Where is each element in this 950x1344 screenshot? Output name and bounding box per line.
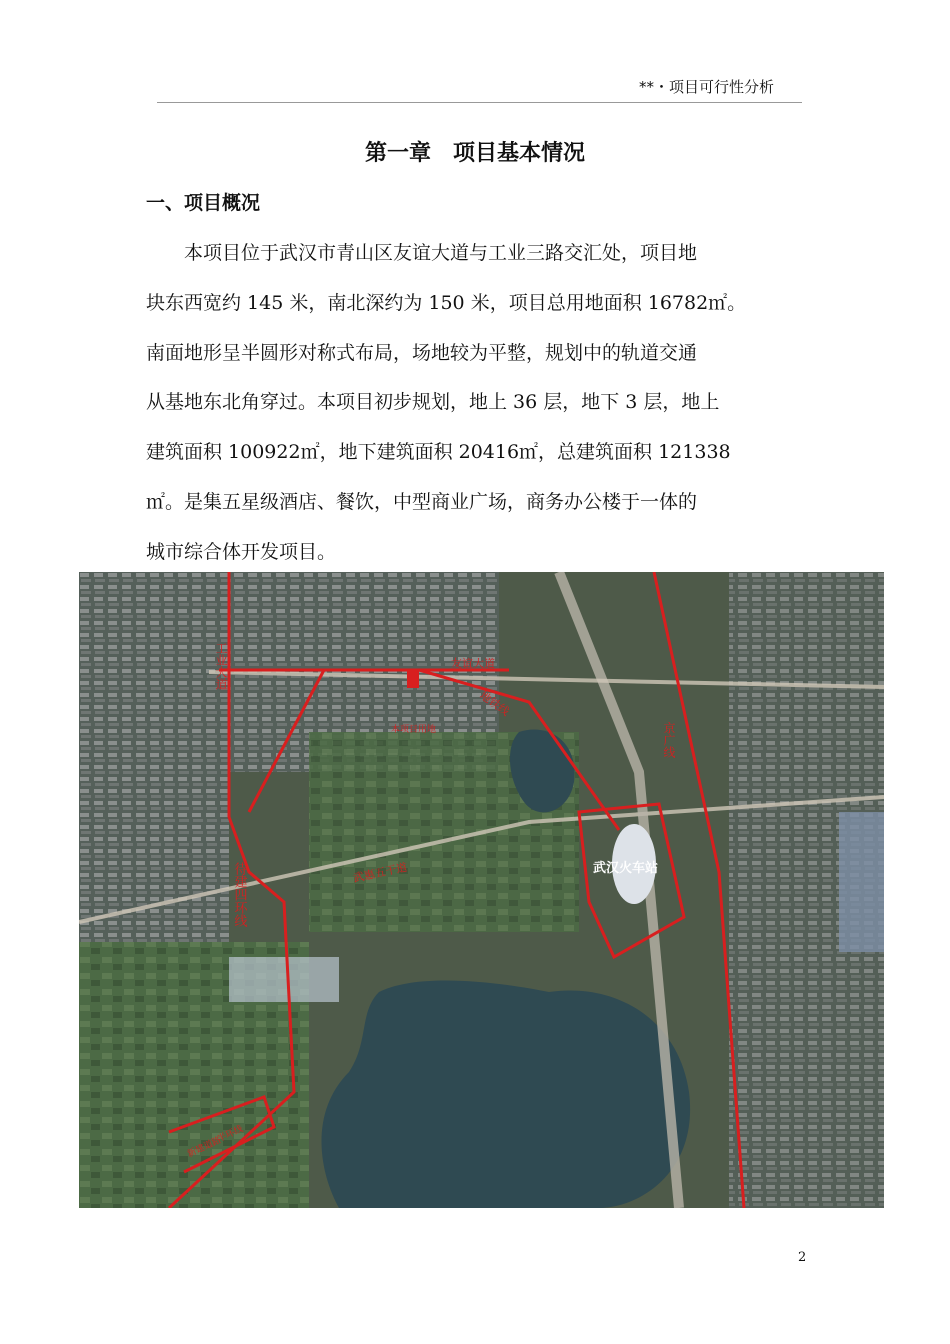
body-line-4: 从基地东北角穿过。本项目初步规划，地上 36 层，地下 3 层，地上 <box>146 391 720 413</box>
body-line-2: 块东西宽约 145 米，南北深约为 150 米，项目总用地面积 16782㎡。 <box>146 292 747 314</box>
satellite-map <box>79 572 884 1208</box>
label-road-west-upper: 工业大道 <box>214 642 228 690</box>
label-metro-line: 地铁线 <box>477 688 512 719</box>
label-road-south-2: 半环线 <box>216 1124 245 1145</box>
lake-south <box>322 980 691 1208</box>
header-title: **・项目可行性分析 <box>638 78 774 96</box>
label-road-west-lower: 待建四环线 <box>231 862 247 927</box>
label-wuhan-station: 武汉火车站 <box>593 861 659 876</box>
body-line-1: 本项目位于武汉市青山区友谊大道与工业三路交汇处，项目地 <box>146 242 698 264</box>
label-wuhui-road: 武惠五干道 <box>351 860 409 885</box>
page-header <box>157 76 802 103</box>
chapter-title: 第一章 项目基本情况 <box>364 141 585 166</box>
project-site-marker <box>407 670 419 688</box>
body-line-5: 建筑面积 100922㎡，地下建筑面积 20416㎡，总建筑面积 121338 <box>146 441 731 463</box>
label-friendship-avenue: 友谊大道 <box>451 657 495 670</box>
label-rail-east: 京广线 <box>662 722 676 758</box>
warehouse-roofs-east <box>839 812 884 952</box>
satellite-map-svg <box>79 572 884 1208</box>
section-heading: 一、项目概况 <box>146 192 261 214</box>
body-line-6: ㎡。是集五星级酒店、餐饮，中型商业广场，商务办公楼于一体的 <box>146 491 698 513</box>
label-project-site: 本项目用地 <box>391 725 437 735</box>
page-number: 2 <box>798 1250 807 1265</box>
body-line-7: 城市综合体开发项目。 <box>146 541 337 563</box>
industrial-roofs <box>229 957 339 1002</box>
label-road-south: 新建道路 <box>186 1135 223 1160</box>
body-line-3: 南面地形呈半圆形对称式布局，场地较为平整，规划中的轨道交通 <box>146 342 698 364</box>
